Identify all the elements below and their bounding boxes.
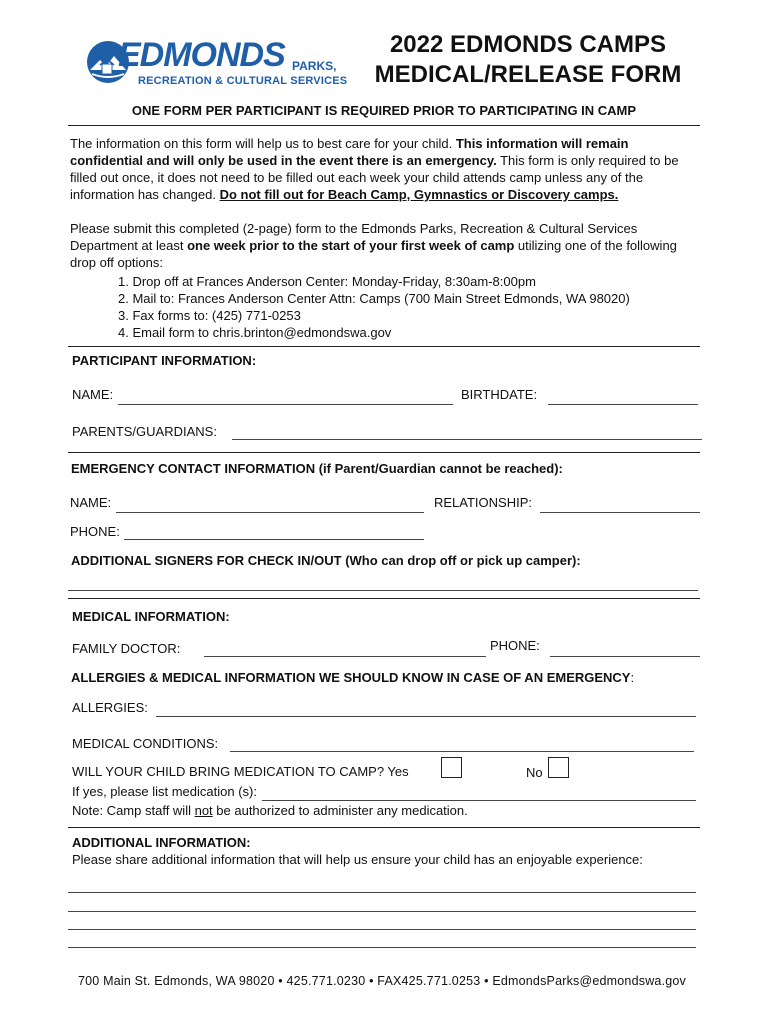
doctor-label: FAMILY DOCTOR: (72, 641, 181, 656)
signers-field[interactable] (68, 590, 698, 591)
conditions-label: MEDICAL CONDITIONS: (72, 736, 219, 751)
doctor-phone-field[interactable] (550, 656, 700, 657)
emergency-name-field[interactable] (116, 512, 424, 513)
additional-heading: ADDITIONAL INFORMATION: (72, 835, 251, 850)
name-label: NAME: (72, 387, 114, 402)
additional-field-line[interactable] (68, 947, 696, 948)
name-field[interactable] (118, 404, 453, 405)
emergency-heading: EMERGENCY CONTACT INFORMATION (if Parent/Guardian cannot be reached): (71, 461, 563, 476)
medical-heading: MEDICAL INFORMATION: (72, 609, 230, 624)
participant-heading: PARTICIPANT INFORMATION: (72, 353, 257, 368)
additional-field-line[interactable] (68, 892, 696, 893)
medication-no-label: No (526, 765, 543, 780)
logo-wordmark: EDMONDS (118, 36, 285, 74)
signers-heading: ADDITIONAL SIGNERS FOR CHECK IN/OUT (Who can drop off or pick up camper): (71, 553, 581, 568)
allergies-heading: ALLERGIES & MEDICAL INFORMATION WE SHOULD KNOW IN CASE OF AN EMERGENCY: (71, 670, 635, 685)
doctor-phone-label: PHONE: (490, 638, 540, 653)
logo-parks: PARKS, (292, 59, 337, 73)
medication-yes-checkbox[interactable] (441, 757, 462, 778)
emergency-phone-label: PHONE: (70, 524, 120, 539)
emergency-phone-field[interactable] (124, 539, 424, 540)
guardians-label: PARENTS/GUARDIANS: (72, 424, 217, 439)
option: 4. Email form to chris.brinton@edmondswa.gov (118, 325, 392, 340)
drop-off-options (118, 273, 630, 341)
birthdate-label: BIRTHDATE: (461, 387, 538, 402)
additional-field-line[interactable] (68, 911, 696, 912)
allergies-field[interactable] (156, 716, 696, 717)
medication-list-field[interactable] (262, 800, 696, 801)
birthdate-field[interactable] (548, 404, 698, 405)
medication-note: Note: Camp staff will not be authorized to administer any medication. (72, 803, 468, 818)
headline: ONE FORM PER PARTICIPANT IS REQUIRED PRIOR TO PARTICIPATING IN CAMP (131, 103, 637, 118)
medication-question: WILL YOUR CHILD BRING MEDICATION TO CAMP? Yes (72, 764, 409, 779)
medication-no-checkbox[interactable] (548, 757, 569, 778)
divider (68, 452, 700, 453)
option: 1. Drop off at Frances Anderson Center: Monday-Friday, 8:30am-8:00pm (118, 274, 536, 289)
relationship-field[interactable] (540, 512, 700, 513)
option: 2. Mail to: Frances Anderson Center Attn: Camps (700 Main Street Edmonds, WA 98020) (118, 291, 630, 306)
intro-paragraph-2: Please submit this completed (2-page) form to the Edmonds Parks, Recreation & Cultural Services Department at least one week prior to the start of your first week of camp utilizing one of the following drop off options: (70, 221, 677, 270)
relationship-label: RELATIONSHIP: (434, 495, 533, 510)
intro-paragraph-1: The information on this form will help us to best care for your child. This information will remain confidential and will only be used in the event there is an emergency. This form is only required to be filled out once, it does not need to be filled out each week your child attends camp unless any of the information has changed. Do not fill out for Beach Camp, Gymnastics or Discovery camps. (70, 136, 679, 202)
divider (68, 827, 700, 828)
emergency-name-label: NAME: (70, 495, 112, 510)
form-title: 2022 EDMONDS CAMPS MEDICAL/RELEASE FORM (374, 31, 682, 88)
footer-contact: 700 Main St. Edmonds, WA 98020 • 425.771.0230 • FAX425.771.0253 • EdmondsParks@edmondswa.gov (77, 974, 686, 988)
allergies-label: ALLERGIES: (72, 700, 148, 715)
divider (68, 346, 700, 347)
divider (68, 125, 700, 126)
additional-field-line[interactable] (68, 929, 696, 930)
divider (68, 598, 700, 599)
conditions-field[interactable] (230, 751, 694, 752)
guardians-field[interactable] (232, 439, 702, 440)
medication-list-label: If yes, please list medication (s): (72, 784, 257, 799)
logo-subtitle: RECREATION & CULTURAL SERVICES (138, 75, 348, 87)
doctor-field[interactable] (204, 656, 486, 657)
option: 3. Fax forms to: (425) 771-0253 (118, 308, 301, 323)
additional-text: Please share additional information that will help us ensure your child has an enjoyable experience: (72, 852, 643, 867)
